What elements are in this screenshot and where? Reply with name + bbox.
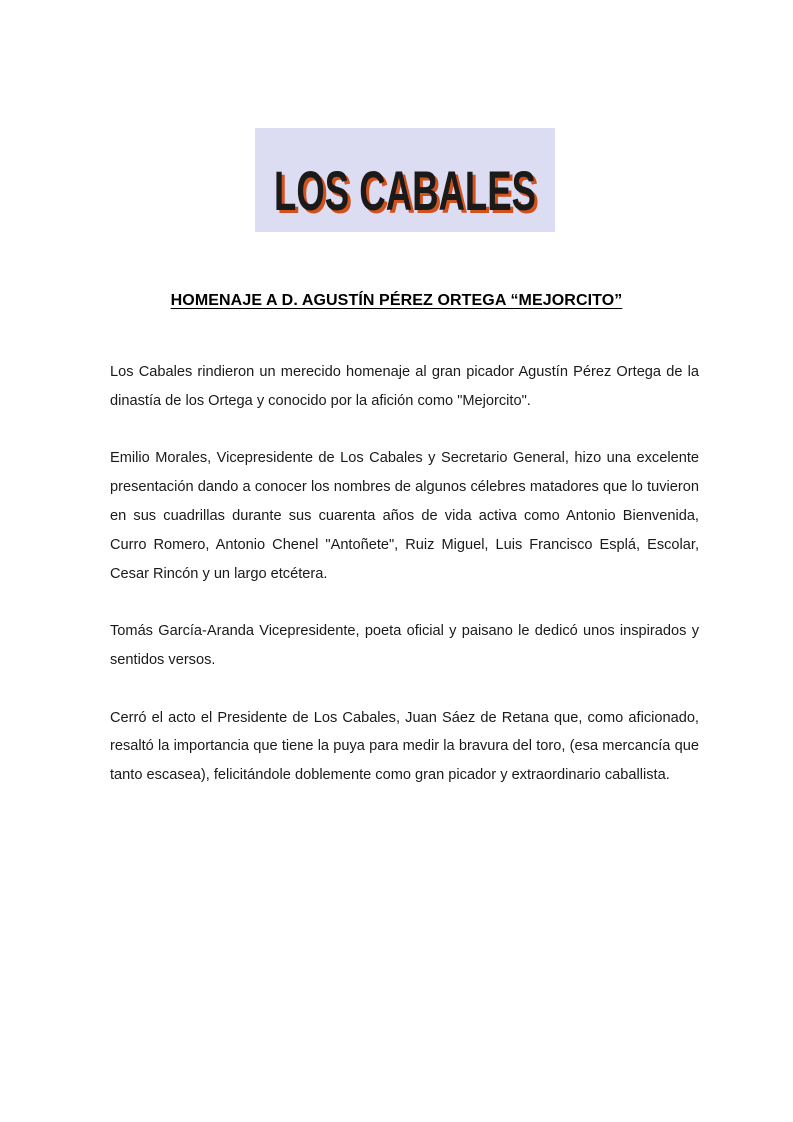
article-title [0,292,793,310]
paragraph-2: Emilio Morales, Vicepresidente de Los Cabales y Secretario General, hizo una excelente presentación dando a conocer los nombres de algunos célebres matadores que lo tuvieron en sus cuadrillas durante sus cuarenta años de vida activa como Antonio Bienvenida, Curro Romero, Antonio Chenel "Antoñete", Ruiz Miguel, Luis Francisco Esplá, Escolar, Cesar Rincón y un largo etcétera. [110,450,699,582]
logo-lettering-graphic [255,128,555,232]
article-body [110,358,699,819]
article-title-text: HOMENAJE A D. AGUSTÍN PÉREZ ORTEGA “MEJORCITO” [170,292,623,309]
paragraph-1: Los Cabales rindieron un merecido homenaje al gran picador Agustín Pérez Ortega de la dinastía de los Ortega y conocido por la afición como "Mejorcito". [110,364,699,409]
svg-text:LOS CABALES: LOS CABALES [277,162,539,225]
los-cabales-logo [255,128,555,232]
paragraph-3: Tomás García-Aranda Vicepresidente, poeta oficial y paisano le dedicó unos inspirados y sentidos versos. [110,623,699,668]
svg-text:LOS CABALES: LOS CABALES [274,159,536,222]
paragraph-4: Cerró el acto el Presidente de Los Cabales, Juan Sáez de Retana que, como aficionado, resaltó la importancia que tiene la puya para medir la bravura del toro, (esa mercancía que tanto escasea), felicitándole doblemente como gran picador y extraordinario caballista. [110,709,699,784]
